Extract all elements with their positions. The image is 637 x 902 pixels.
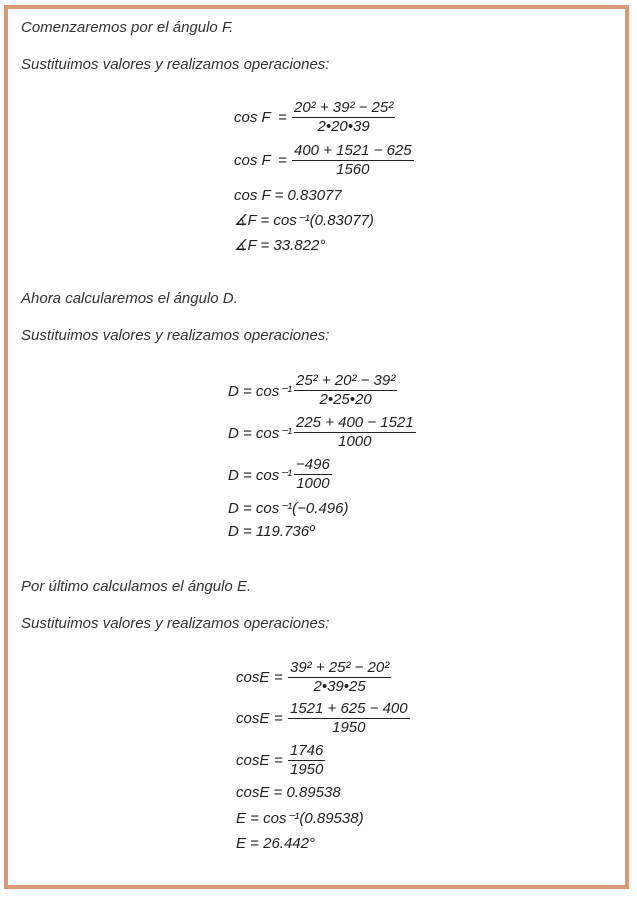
intro-angle-f: Comenzaremos por el ángulo F. [21, 19, 234, 36]
denominator: 2•20•39 [317, 118, 370, 135]
fraction [294, 415, 416, 450]
denominator: 1950 [332, 719, 366, 736]
equation-lhs: cosE [236, 752, 270, 769]
equation-d-3 [228, 457, 388, 491]
equation-e-5: E = cos⁻¹(0.89538) [236, 810, 364, 827]
denominator: 1000 [296, 475, 330, 492]
equals-sign: = [274, 752, 283, 769]
numerator: 400 + 1521 − 625 [294, 142, 412, 159]
equation-e-2 [236, 701, 436, 735]
substitution-note: Sustituimos valores y realizamos operaciones: [21, 327, 330, 344]
equation-f-2 [234, 143, 434, 177]
fraction [288, 743, 325, 778]
intro-angle-e: Por último calculamos el ángulo E. [21, 578, 252, 595]
numerator: 20² + 39² − 25² [294, 99, 394, 116]
intro-angle-d: Ahora calcularemos el ángulo D. [21, 290, 238, 307]
equation-lhs: D = cos⁻¹ [228, 383, 293, 400]
equals-sign: = [274, 669, 283, 686]
denominator: 2•39•25 [313, 678, 366, 695]
fraction [294, 457, 332, 492]
equation-lhs: D = cos⁻¹ [228, 425, 293, 442]
fraction [292, 143, 414, 178]
equation-d-5: D = 119.736º [228, 523, 315, 540]
equation-e-3 [236, 743, 356, 777]
equation-f-5: ∡F = 33.822° [234, 237, 326, 254]
numerator: 1746 [290, 742, 324, 759]
denominator: 1950 [290, 761, 324, 778]
equation-e-4: cosE = 0.89538 [236, 784, 341, 801]
numerator: 39² + 25² − 20² [290, 659, 390, 676]
numerator: 25² + 20² − 39² [296, 372, 396, 389]
numerator: −496 [296, 456, 330, 473]
equals-sign: = [278, 109, 287, 126]
equals-sign: = [274, 710, 283, 727]
denominator: 1000 [338, 433, 372, 450]
equation-d-1 [228, 373, 448, 407]
equation-e-6: E = 26.442° [236, 835, 315, 852]
denominator: 2•25•20 [319, 391, 372, 408]
equation-f-3: cos F = 0.83077 [234, 187, 342, 204]
fraction [288, 701, 410, 736]
equation-d-2 [228, 415, 448, 449]
equation-f-1 [234, 100, 434, 134]
numerator: 225 + 400 − 1521 [296, 414, 414, 431]
equation-e-1 [236, 660, 436, 694]
substitution-note: Sustituimos valores y realizamos operaciones: [21, 615, 330, 632]
equation-lhs: cos F [234, 152, 271, 169]
content-frame [4, 5, 629, 889]
numerator: 1521 + 625 − 400 [290, 700, 408, 717]
fraction [292, 100, 395, 135]
equation-lhs: D = cos⁻¹ [228, 467, 293, 484]
fraction [294, 373, 397, 408]
equation-f-4: ∡F = cos⁻¹(0.83077) [234, 212, 374, 229]
equation-lhs: cos F [234, 109, 271, 126]
equation-lhs: cosE [236, 669, 270, 686]
substitution-note: Sustituimos valores y realizamos operaciones: [21, 56, 330, 73]
fraction [288, 660, 391, 695]
denominator: 1560 [336, 161, 370, 178]
equation-d-4: D = cos⁻¹(−0.496) [228, 500, 349, 517]
equals-sign: = [278, 152, 287, 169]
equation-lhs: cosE [236, 710, 270, 727]
